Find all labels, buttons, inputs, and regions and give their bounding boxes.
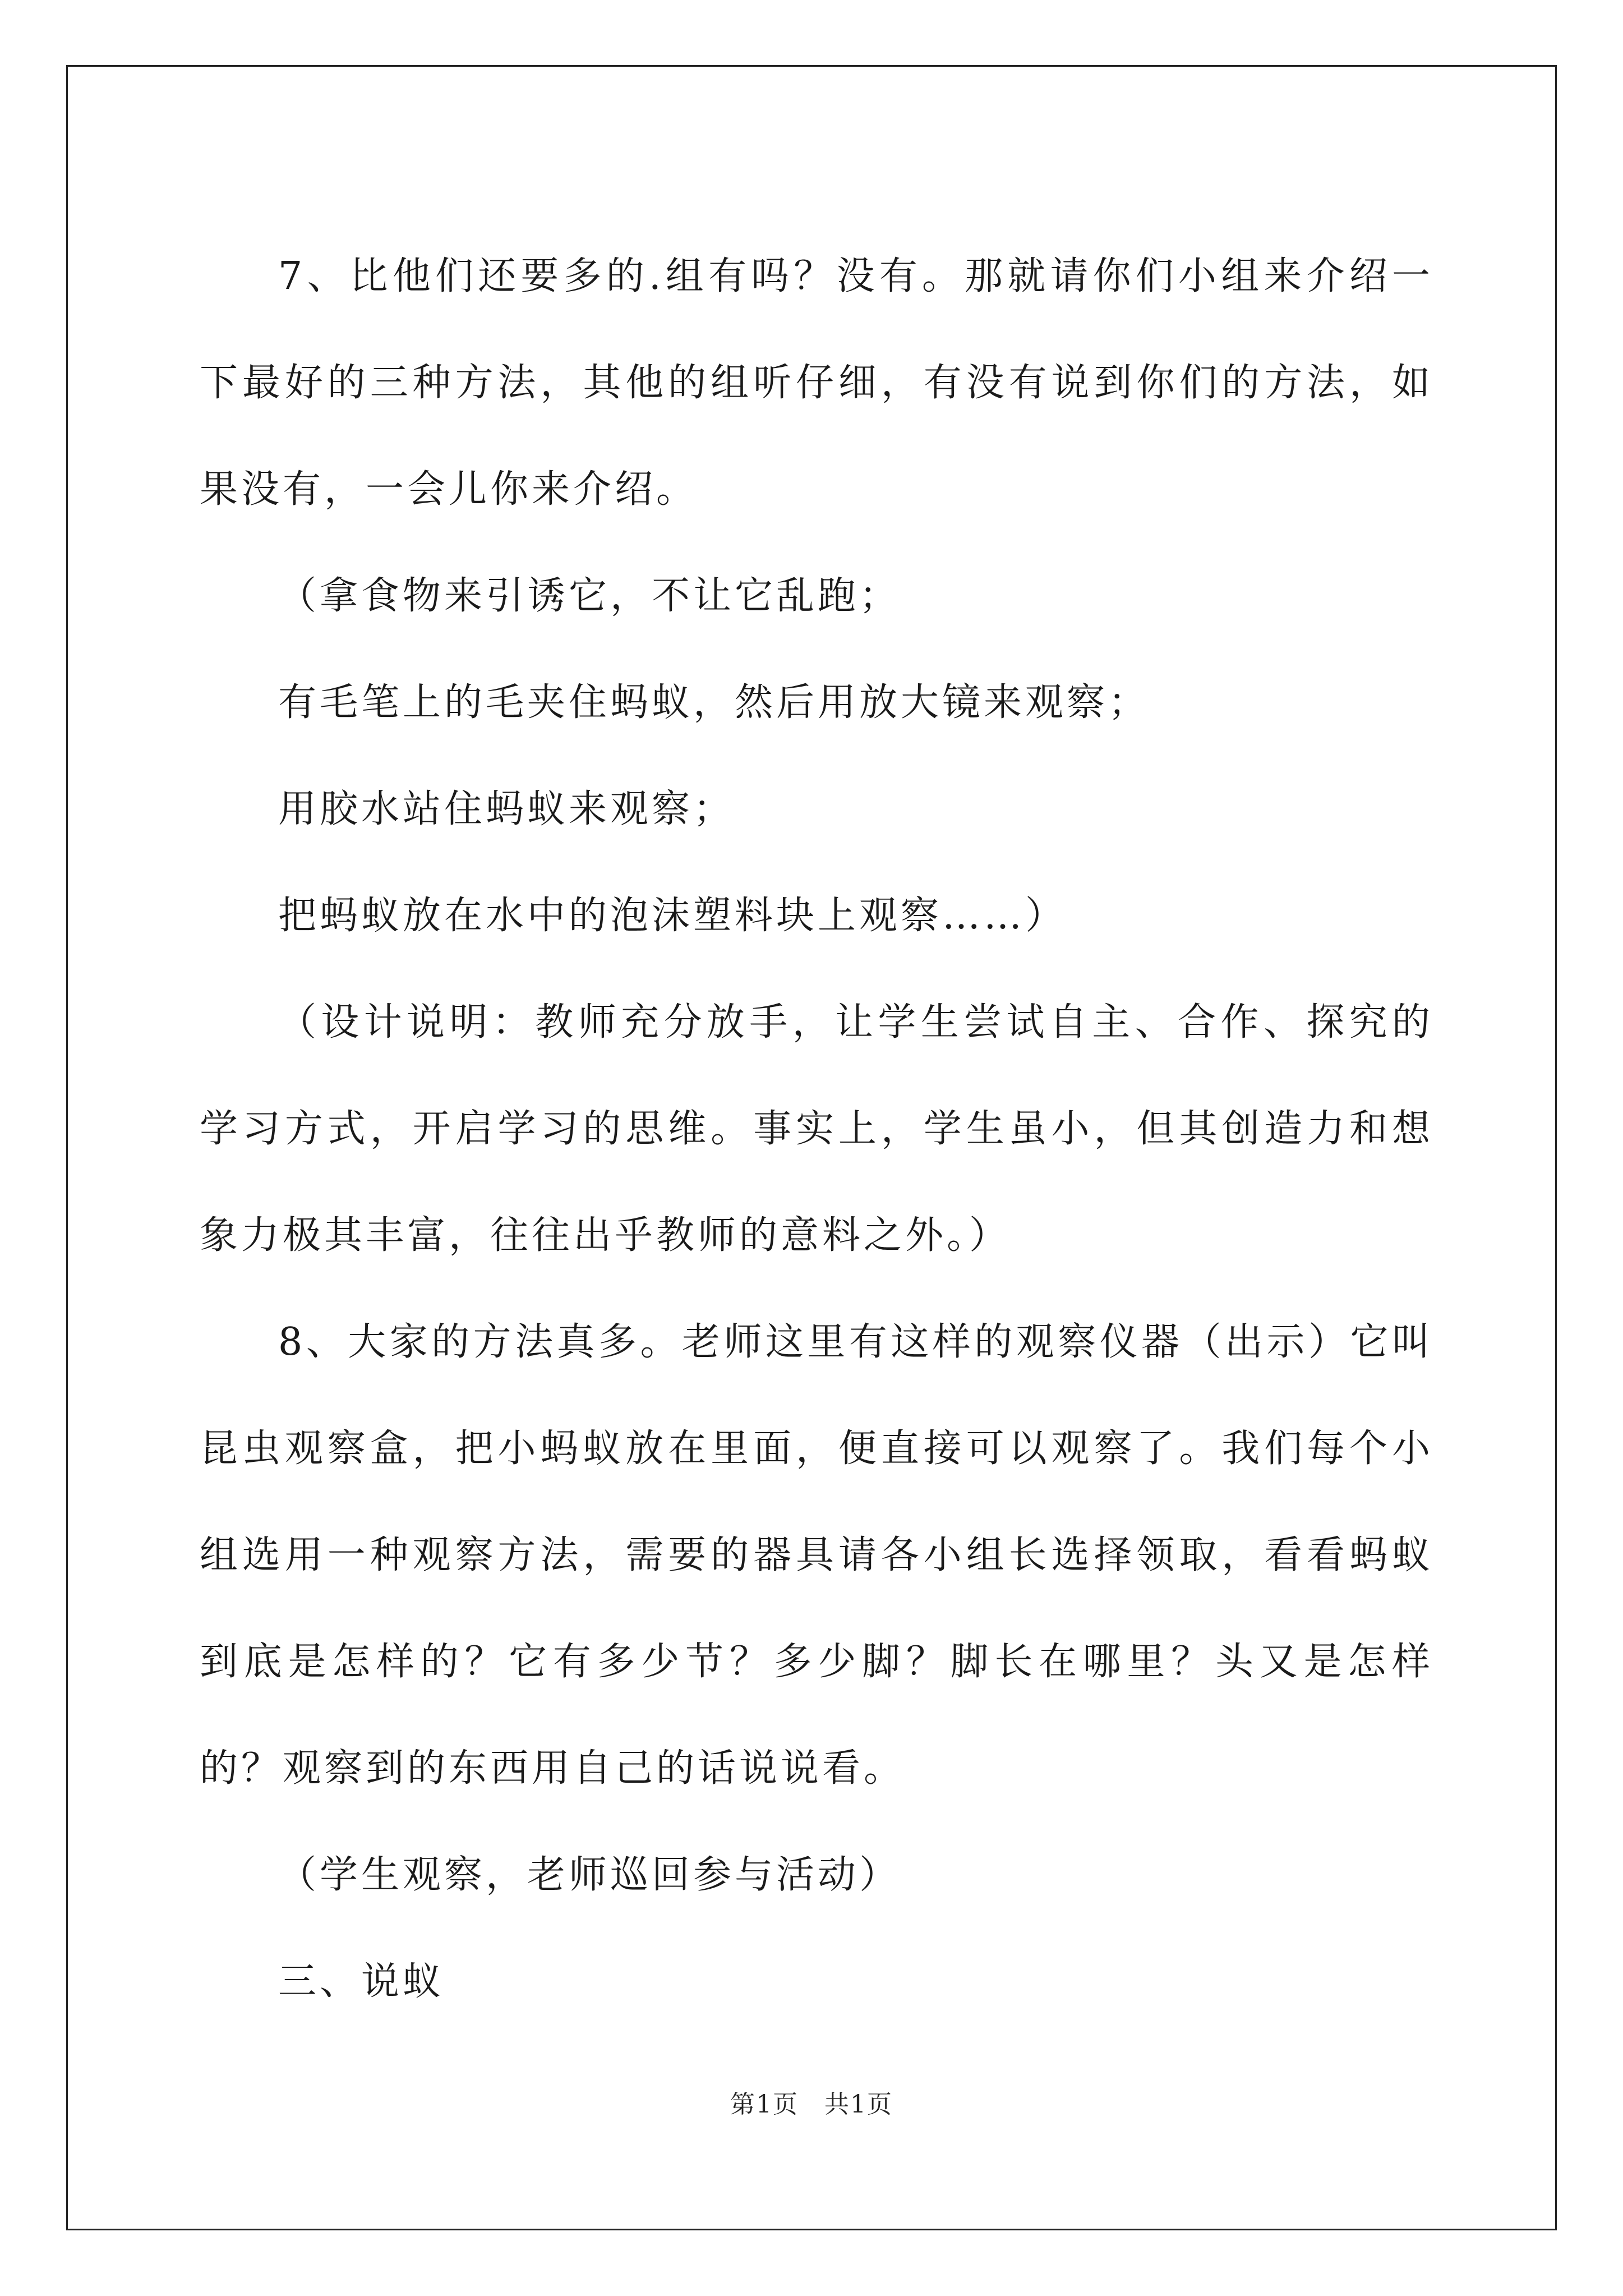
paragraph: （设计说明：教师充分放手，让学生尝试自主、合作、探究的学习方式，开启学习的思维。事实上，学生虽小，但其创造力和想象力极其丰富，往往出乎教师的意料之外。） [200,1000,1433,1258]
paragraph: 7、比他们还要多的.组有吗？没有。那就请你们小组来介绍一下最好的三种方法，其他的组听仔细，有没有说到你们的方法，如果没有，一会儿你来介绍。 [200,254,1433,512]
section-heading: 三、说蚁 [278,1959,445,2004]
paragraph: （拿食物来引诱它，不让它乱跑； [278,574,901,618]
paragraph: 用胶水站住蚂蚁来观察； [278,787,735,831]
document-body [200,223,1433,2035]
paragraph: 8、大家的方法真多。老师这里有这样的观察仪器（出示）它叫昆虫观察盒，把小蚂蚁放在里面，便直接可以观察了。我们每个小组选用一种观察方法，需要的器具请各小组长选择领取，看看蚂蚁到底是怎样的？它有多少节？多少脚？脚长在哪里？头又是怎样的？观察到的东西用自己的话说说看。 [200,1320,1433,1791]
paragraph: 把蚂蚁放在水中的泡沫塑料块上观察……） [278,894,1067,938]
paragraph: 有毛笔上的毛夹住蚂蚁，然后用放大镜来观察； [278,680,1150,725]
page-footer: 第1页 共1页 [730,2090,893,2119]
paragraph: （学生观察，老师巡回参与活动） [278,1853,901,1897]
